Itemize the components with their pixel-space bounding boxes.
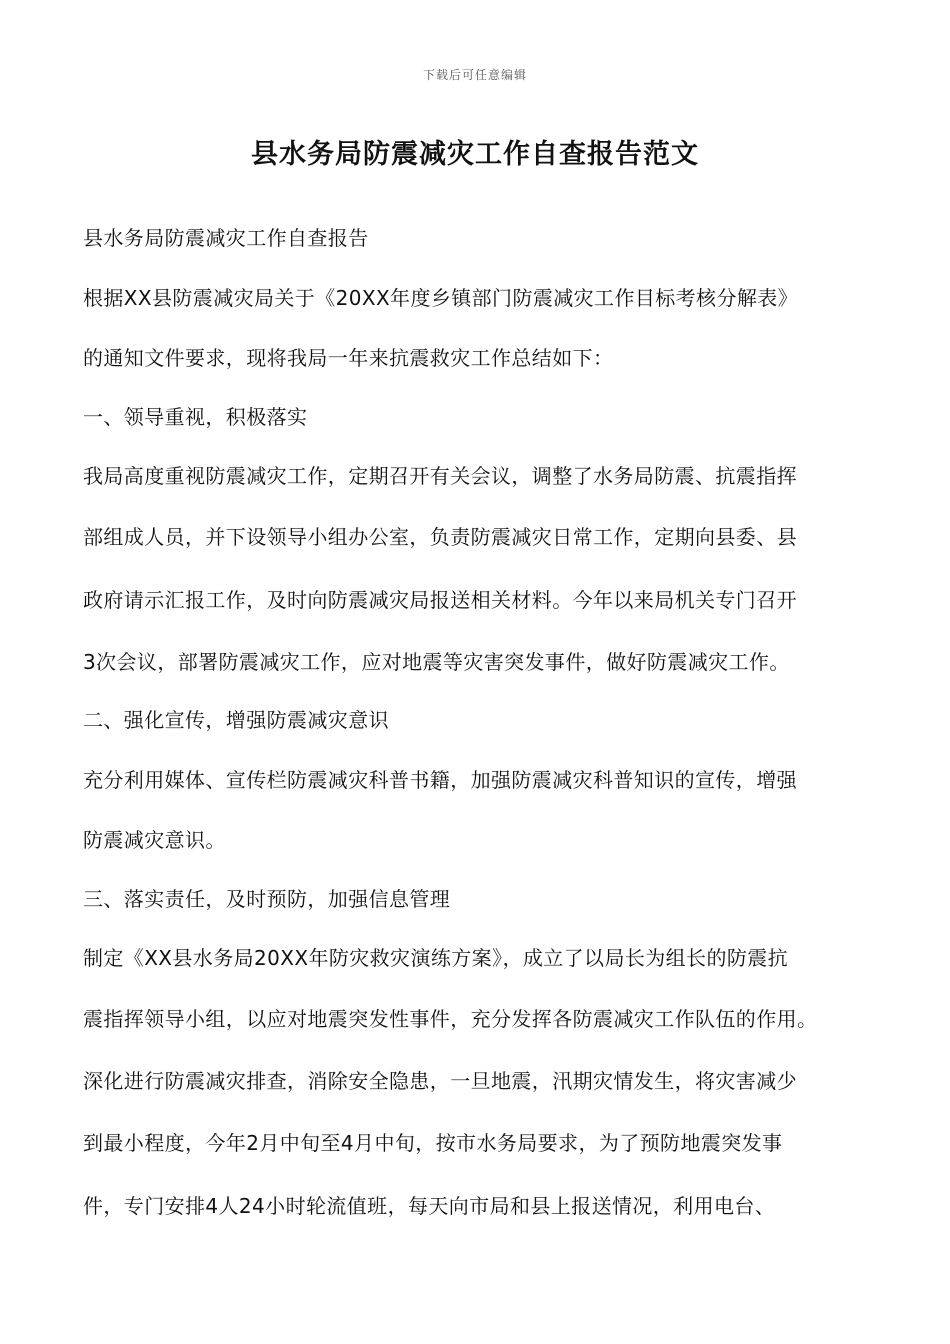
paragraph-line: 部组成人员，并下设领导小组办公室，负责防震减灾日常工作，定期向县委、县 — [83, 525, 797, 549]
header-note: 下载后可任意编辑 — [422, 68, 527, 82]
paragraph-line: 制定《XX县水务局20XX年防灾救灾演练方案》，成立了以局长为组长的防震抗 — [83, 946, 789, 970]
paragraph-line: 防震减灾意识。 — [83, 828, 226, 852]
paragraph-line: 政府请示汇报工作，及时向防震减灾局报送相关材料。今年以来局机关专门召开 — [83, 588, 797, 612]
subtitle-line: 县水务局防震减灾工作自查报告 — [83, 226, 369, 250]
paragraph-line: 件，专门安排4人24小时轮流值班，每天向市局和县上报送情况，利用电台、 — [83, 1194, 776, 1218]
paragraph-line: 的通知文件要求，现将我局一年来抗震救灾工作总结如下： — [83, 346, 614, 370]
paragraph-line: 充分利用媒体、宣传栏防震减灾科普书籍，加强防震减灾科普知识的宣传，增强 — [83, 768, 797, 792]
document-title: 县水务局防震减灾工作自查报告范文 — [251, 139, 699, 170]
paragraph-line: 震指挥领导小组，以应对地震突发性事件，充分发挥各防震减灾工作队伍的作用。 — [83, 1007, 818, 1031]
paragraph-line: 到最小程度，今年2月中旬至4月中旬，按市水务局要求，为了预防地震突发事 — [83, 1131, 783, 1155]
section-heading: 三、落实责任，及时预防，加强信息管理 — [83, 887, 451, 911]
paragraph-line: 我局高度重视防震减灾工作，定期召开有关会议，调整了水务局防震、抗震指挥 — [83, 464, 797, 488]
section-heading: 一、领导重视，积极落实 — [83, 405, 308, 429]
paragraph-line: 深化进行防震减灾排查，消除安全隐患，一旦地震，汛期灾情发生，将灾害减少 — [83, 1069, 797, 1093]
section-heading: 二、强化宣传，增强防震减灾意识 — [83, 708, 389, 732]
paragraph-line: 根据XX县防震减灾局关于《20XX年度乡镇部门防震减灾工作目标考核分解表》 — [83, 286, 799, 310]
paragraph-line: 3次会议，部署防震减灾工作，应对地震等灾害突发事件，做好防震减灾工作。 — [83, 650, 790, 674]
